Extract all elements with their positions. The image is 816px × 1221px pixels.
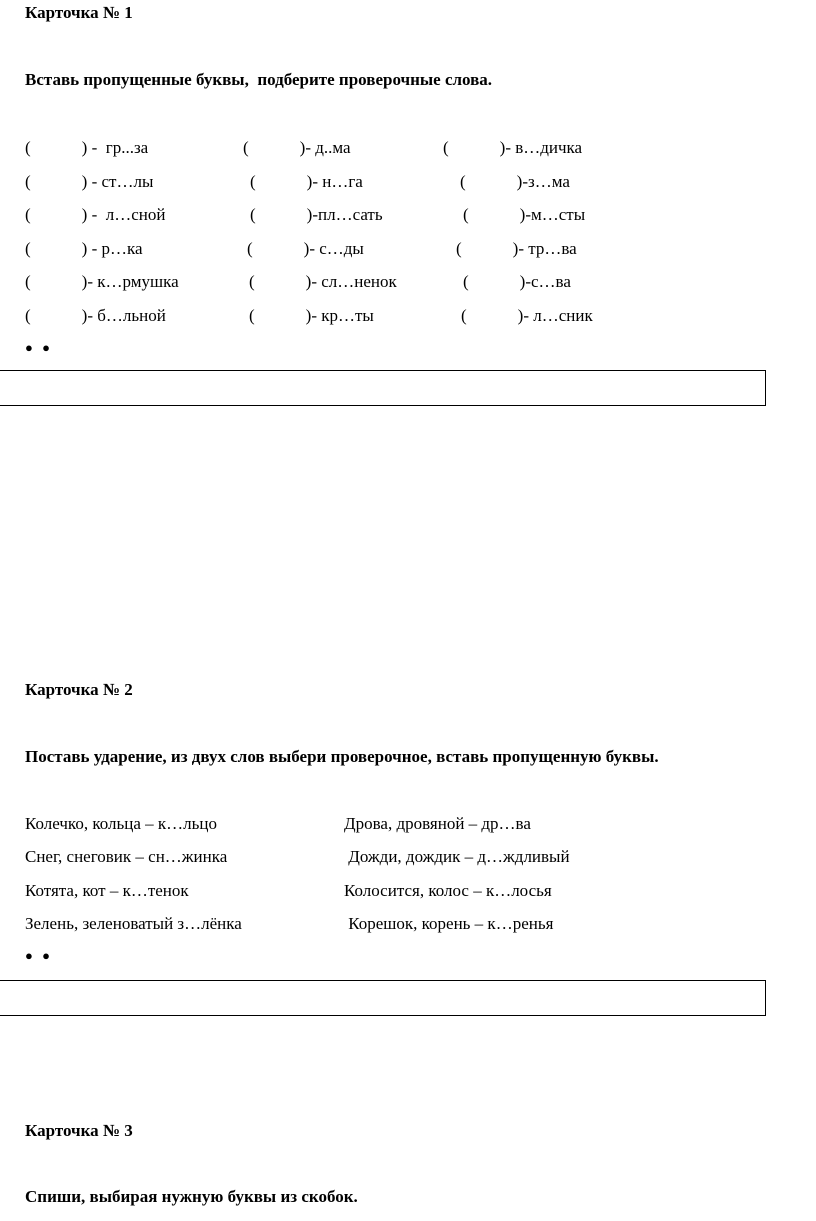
card2-row2-col2: Дожди, дождик – д…ждливый <box>344 847 570 866</box>
card2-row4-col2: Корешок, корень – к…ренья <box>344 914 554 933</box>
card1-row2-col2: ( )- н…га <box>250 172 363 191</box>
card1-row6-col2: ( )- кр…ты <box>249 306 374 325</box>
card1-row5-col1: ( )- к…рмушка <box>25 272 179 291</box>
card1-row2-col3: ( )-з…ма <box>460 172 570 191</box>
card3-task: Спиши, выбирая нужную буквы из скобок. <box>25 1187 358 1206</box>
card2-bullets: ● ● <box>25 948 53 963</box>
card3-title: Карточка № 3 <box>25 1121 133 1140</box>
card1-row6-col3: ( )- л…сник <box>461 306 593 325</box>
card2-row1-col2: Дрова, дровяной – др…ва <box>344 814 531 833</box>
card1-row1-col3: ( )- в…дичка <box>443 138 583 157</box>
card2-row2-col1: Снег, снеговик – сн…жинка <box>25 847 228 866</box>
card1-row3-col1: ( ) - л…сной <box>25 205 166 224</box>
card1-row1-col2: ( )- д..ма <box>243 138 351 157</box>
card2-row4-col1: Зелень, зеленоватый з…лёнка <box>25 914 242 933</box>
card1-row4-col2: ( )- с…ды <box>247 239 364 258</box>
card1-row4-col1: ( ) - р…ка <box>25 239 143 258</box>
card1-row4-col3: ( )- тр…ва <box>456 239 577 258</box>
card1-task: Вставь пропущенные буквы, подберите проверочные слова. <box>25 70 493 89</box>
card1-answer-box[interactable] <box>0 370 766 406</box>
card1-row6-col1: ( )- б…льной <box>25 306 166 325</box>
card1-row5-col3: ( )-с…ва <box>463 272 571 291</box>
card1-row5-col2: ( )- сл…ненок <box>249 272 397 291</box>
card1-title: Карточка № 1 <box>25 3 133 22</box>
card2-title: Карточка № 2 <box>25 680 133 699</box>
card2-row3-col1: Котята, кот – к…тенок <box>25 881 189 900</box>
card1-row3-col3: ( )-м…сты <box>463 205 586 224</box>
card2-answer-box[interactable] <box>0 980 766 1016</box>
card2-row1-col1: Колечко, кольца – к…льцо <box>25 814 217 833</box>
card1-row1-col1: ( ) - гр...за <box>25 138 149 157</box>
card2-task: Поставь ударение, из двух слов выбери проверочное, вставь пропущенную буквы. <box>25 747 659 766</box>
card1-bullets: ● ● <box>25 340 53 355</box>
card1-row2-col1: ( ) - ст…лы <box>25 172 154 191</box>
card1-row3-col2: ( )-пл…сать <box>250 205 383 224</box>
card2-row3-col2: Колосится, колос – к…лосья <box>344 881 552 900</box>
